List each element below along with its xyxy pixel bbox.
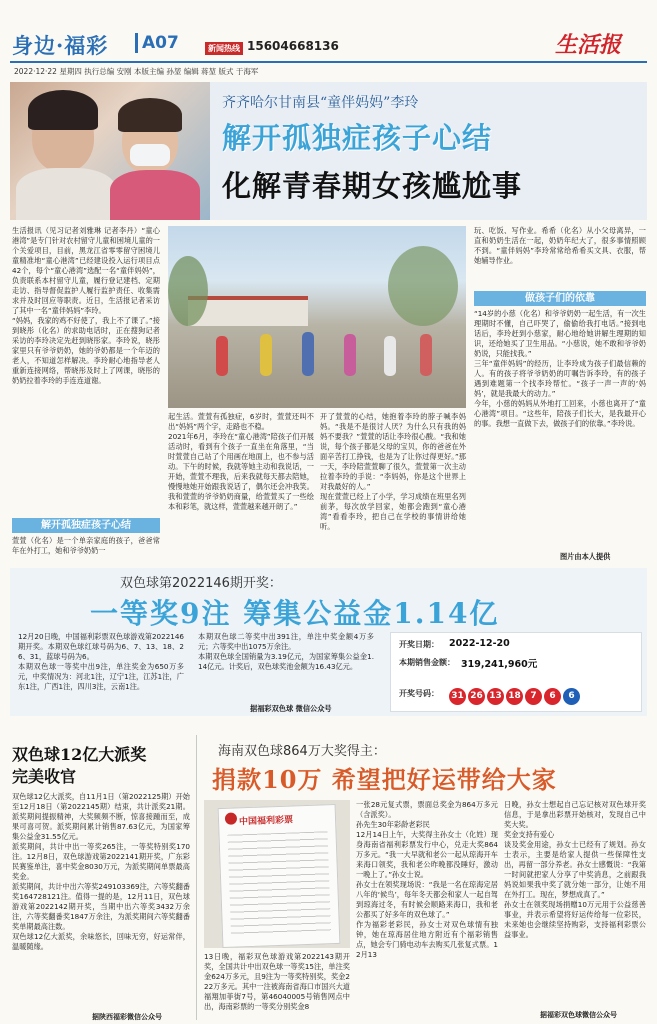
story4-kicker: 海南双色球864万大奖得主： — [218, 744, 386, 759]
dateline: 2022·12·22 星期四 执行总编 安刚 本版主编 孙堃 编辑 蒋堃 版式 于海军 — [14, 67, 259, 76]
draw-date-value: 2022-12-20 — [449, 638, 510, 649]
lottery-ticket-photo — [204, 800, 350, 948]
story1-col4a — [474, 226, 646, 290]
ticket-lines — [228, 831, 331, 934]
photo-child-6 — [420, 334, 432, 376]
story3-body — [12, 792, 190, 1010]
photo-child-1 — [216, 336, 228, 376]
story4-col2 — [356, 800, 498, 1018]
story1-col1-text: 生活报讯（见习记者刘雅琳 记者李丹）“童心港湾”是专门针对农村留守儿童和困境儿童的一个关爱项目，目前，黑龙江省零零留守困境儿童精准地“童心港湾”已经建设投入运行项目点42个，每个“童心港湾”选配一名“童伴妈妈”，负责联系本村留守儿童，履行登记建档、定期走访、指导督促监护人履行监护责任、收集需求并及时回应等职责。近日，生活报记者采访了其中一名“童伴妈妈”李玲。 “妈妈，我家的鸡不好使了，我上不了课了。”接到晓彤（化名）的求助电话时，正在搜狗记者采访的李玲决定先赶到晓彤家。李玲说，晓彤家里只有爷爷奶奶，她的爷奶都是一个年迈的老人，不知道怎样解决。李玲耐心地指导老人重新连接网络，帮晓彤及时上了网课，晓彤的奶奶拉着李玲的手连连道谢。 — [12, 226, 160, 385]
story4-col2-text: 一张28元复式票，票面总奖金为864万多元（含派奖）。 孙先生30年彩龄老彩民 12月14日上午，大奖得主孙女士（化姓）现身海南省福利彩票发行中心，兑走大奖864万多元。“我一大早就和老公一起从琼海开车来海口领奖，我和老公昨晚都没睡好，激动一晚上了。”孙女士说。 孙女士在领奖现场说：“我是一名在琼海定居八年的‘候鸟’，每年冬天都会和家人一起自驾到琼海过冬，有时候会顺路来海口，我和老公都买了好多年的双色球了。” 作为福彩老彩民，孙女士对双色球情有独钟，她在琼海居住地方附近有个福彩销售点，她会专门骑电动车去购买几张复式票。12月13 — [356, 800, 498, 959]
story1-col2 — [168, 412, 314, 562]
photo-tree-right — [388, 246, 458, 326]
story1-subhead-1: 解开孤独症孩子心结 — [12, 518, 160, 533]
story1-col4a-text: 玩、吃饭、写作业。希希（化名）从小父母离异，一直和奶奶生活在一起，奶奶年纪大了，很多事情照顾不到。“童伴妈妈”李玲常常给希希买文具、衣服，帮她辅导作业。 — [474, 226, 646, 265]
photo-child-4 — [344, 334, 356, 376]
winning-numbers — [449, 683, 582, 705]
person-left-body — [16, 168, 116, 220]
hotline-number: 15604668136 — [247, 39, 339, 53]
story3-body-text: 双色球12亿大派奖，自11月1日（第2022125期）开始至12月18日（第2022145期）结束，共计派奖21期。派奖期间提振精神，大奖频频不断，惊喜接踵而至，成果可喜可贺。派奖期间累计销售87.63亿元，为国家筹集公益金31.55亿元。 派奖期间，共计中出一等奖265注，一等奖特别奖170注。12月8日，双色球游戏第2022141期开奖，广东彩民赛鉴单注，喜中奖金8030万元，为派奖期间单票最高奖金。 派奖期间，共计中出六等奖249103369注，六等奖翻番奖164728121注。值得一提的是，12月11日，双色球游戏第2022142期开奖，当期中出六等奖3432万余注，六等奖翻番奖1847万余注，为派奖期间六等奖翻番奖单期最高注数。 双色球12亿大派奖，余味悠长，回味无穷，好运常伴，温暖随缘。 — [12, 792, 190, 951]
person-right-body — [110, 170, 200, 220]
red-ball: 31 — [449, 688, 466, 705]
story1-col1b-text: 萱萱（化名）是一个单亲家庭的孩子，爸爸常年在外打工，她和爷爷奶奶一 — [12, 536, 160, 555]
story4-credit: 据福彩双色球微信公众号 — [540, 1011, 617, 1019]
numbers-label: 开奖号码： — [399, 689, 439, 698]
ticket-paper — [218, 804, 341, 948]
hotline-badge: 新闻热线 — [205, 42, 243, 55]
story2-col2 — [198, 632, 374, 702]
story3-title-line1: 双色球12亿大派奖 — [12, 745, 147, 764]
photo-child-2 — [260, 334, 272, 376]
story4-photo-caption-text: 13日晚，福彩双色球游戏第2022143期开奖，全国共计中出双色球一等奖15注，单注奖金624万多元，且9注为一等奖特别奖，奖金222万多元。其中一注被海南省海口市国兴大道福翔加菲街7号，第46040005号销售网点中出，海南彩票的一等奖分别奖金8 — [204, 952, 350, 1011]
photo-child-5 — [384, 336, 396, 376]
red-ball: 18 — [506, 688, 523, 705]
story3-title-line2: 完美收官 — [12, 767, 77, 786]
story1-col3-text: 开了萱萱的心结，她抱着李玲的脖子喊李妈妈。“我是不是很讨人厌？为什么只有我的妈妈不要我？”萱萱的话让李玲很心酸。“我和她说，每个孩子都是父母的宝贝，你的爸爸在外面辛苦打工挣钱，也是为了让你过得更好。”那一天，李玲陪萱萱聊了很久，萱萱第一次主动拉着李玲的手说：“李妈妈，你是这个世界上对我最好的人。” 现在萱萱已经上了小学，学习成绩在班里名列前茅，每次放学回家，她都会跑到“童心港湾”看看李玲，把自己在学校的事情讲给她听。 — [320, 412, 466, 531]
story2-col1-text: 12月20日晚，中国福利彩票双色球游戏第2022146期开奖。本期双色球红球号码为6、7、13、18、26、31，蓝球号码为6。 本期双色球一等奖中出9注，单注奖金为650万多元，中奖情况为：河北1注，辽宁1注，江苏1注，广东1注，广西1注，四川3注，云南1注。 — [18, 632, 184, 691]
story1-kicker: 齐齐哈尔甘南县“童伴妈妈”李玲 — [222, 95, 419, 111]
story1-subhead-2: 做孩子们的依靠 — [474, 291, 646, 306]
story2-title: 一等奖9注 筹集公益金1.14亿 — [90, 597, 500, 630]
paper-logo: 生活报 — [555, 32, 622, 58]
story3-credit: 据陕西福彩微信公众号 — [92, 1013, 162, 1021]
person-left-hair — [28, 90, 98, 130]
masthead-rule — [10, 61, 647, 63]
story2-kicker: 双色球第2022146期开奖： — [120, 576, 282, 591]
story2-col1 — [18, 632, 184, 712]
story1-col2-text: 起生活。萱萱有孤独症，6岁时，萱萱还叫不出“妈妈”两个字，走路也不稳。 2021年6月，李玲在“童心港湾”陪孩子们开展活动时，看到有个孩子一直坐在角落里，“当时萱萱自己站了个用画在地面上，也不参与活动。下午的时候，我就等她主动和我说话，一开始，萱萱不理我，后来我就每天都去陪她，慢慢地她开始跟我说话了，偶尔还会冲我笑。我和萱萱的爷爷奶奶商量，给萱萱买了一些绘本和彩笔，就这样，萱萱越来越开朗了。” — [168, 412, 314, 511]
photo-tree-left — [168, 256, 208, 326]
masthead — [0, 0, 657, 80]
page-number: A07 — [135, 33, 179, 53]
story1-col4b — [474, 309, 646, 551]
red-ball: 26 — [468, 688, 485, 705]
story1-title-line2: 化解青春期女孩尴尬事 — [222, 169, 523, 203]
portrait-photo — [10, 82, 210, 220]
photo-child-3 — [302, 332, 314, 376]
face-mask — [130, 144, 170, 166]
story2-credit: 据福彩双色球 微信公众号 — [250, 704, 332, 713]
draw-date-label: 开奖日期： — [399, 640, 439, 649]
story1-col4b-text: “14岁的小慈（化名）和爷爷奶奶一起生活，有一次生理期时不懂，自己吓哭了，偷偷给我打电话。”接到电话后，李玲赶到小慈家，耐心地给她讲解生理期的知识，还给她买了卫生用品。“小慈说，她不敢和爷爷奶奶说，只能找我。” 三年“童伴妈妈”的经历，让李玲成为孩子们最信赖的人。有的孩子将爷爷奶奶的叮嘱告诉李玲，有的孩子遇到难题第一个找李玲帮忙。“孩子一声一声的‘妈妈’，就是我最大的动力。” 今年，小慈的妈妈从外地打工回来，小慈也离开了“童心港湾”项目。“这些年，陪孩子们长大，是我最开心的事。我想一直做下去，做孩子们的依靠。”李玲说。 — [474, 309, 646, 428]
story4-photo-caption — [204, 952, 350, 1018]
story1-col1b — [12, 536, 160, 566]
ticket-header: 中国福利彩票 — [238, 815, 294, 828]
red-ball: 6 — [544, 688, 561, 705]
column-divider — [196, 735, 197, 1020]
story1-header — [10, 82, 647, 220]
story1-col1 — [12, 226, 160, 519]
red-ball: 13 — [487, 688, 504, 705]
story2-col2-text: 本期双色球二等奖中出391注，单注中奖金额4万多元；六等奖中出1075万余注。 本期双色球全国销量为3.19亿元，为国家筹集公益金1.14亿元。计奖后，双色球奖池金额为16.43亿元。 — [198, 632, 374, 671]
story4-title: 捐款10万 希望把好运带给大家 — [212, 765, 557, 794]
blue-ball: 6 — [563, 688, 580, 705]
story4-col3 — [504, 800, 646, 1006]
story1-caption: 图片由本人提供 — [560, 552, 611, 561]
red-ball: 7 — [525, 688, 542, 705]
sales-label: 本期销售金额： — [399, 658, 455, 667]
story1-col3 — [320, 412, 466, 562]
person-right-hair — [118, 98, 182, 132]
story1-activity-photo — [168, 226, 466, 408]
draw-result-panel — [390, 632, 642, 712]
story4-col3-text: 日晚，孙女士想起自己忘记核对双色球开奖信息，于是拿出彩票开始核对，发现自己中奖大奖。 奖金支持有爱心 谈及奖金用途，孙女士已经有了规划。孙女士表示，主要是给家人提供一些保障性支出，再留一部分养老。孙女士感慨说：“我第一时间就把家人分享了中奖消息，之前跟我妈说如果我中奖了就分她一部分，让她不用在外打工。现在，梦想成真了。” 孙女士在领奖现场捐赠10万元用于公益慈善事业，并表示希望将好运传给每一位彩民，未来她也会继续坚持购彩，支持福利彩票公益事业。 — [504, 800, 646, 939]
story1-title-line1: 解开孤独症孩子心结 — [222, 121, 493, 155]
sales-value: 319,241,960元 — [461, 659, 538, 670]
section-title: 身边·福彩 — [12, 33, 109, 58]
ticket-logo — [225, 812, 237, 824]
